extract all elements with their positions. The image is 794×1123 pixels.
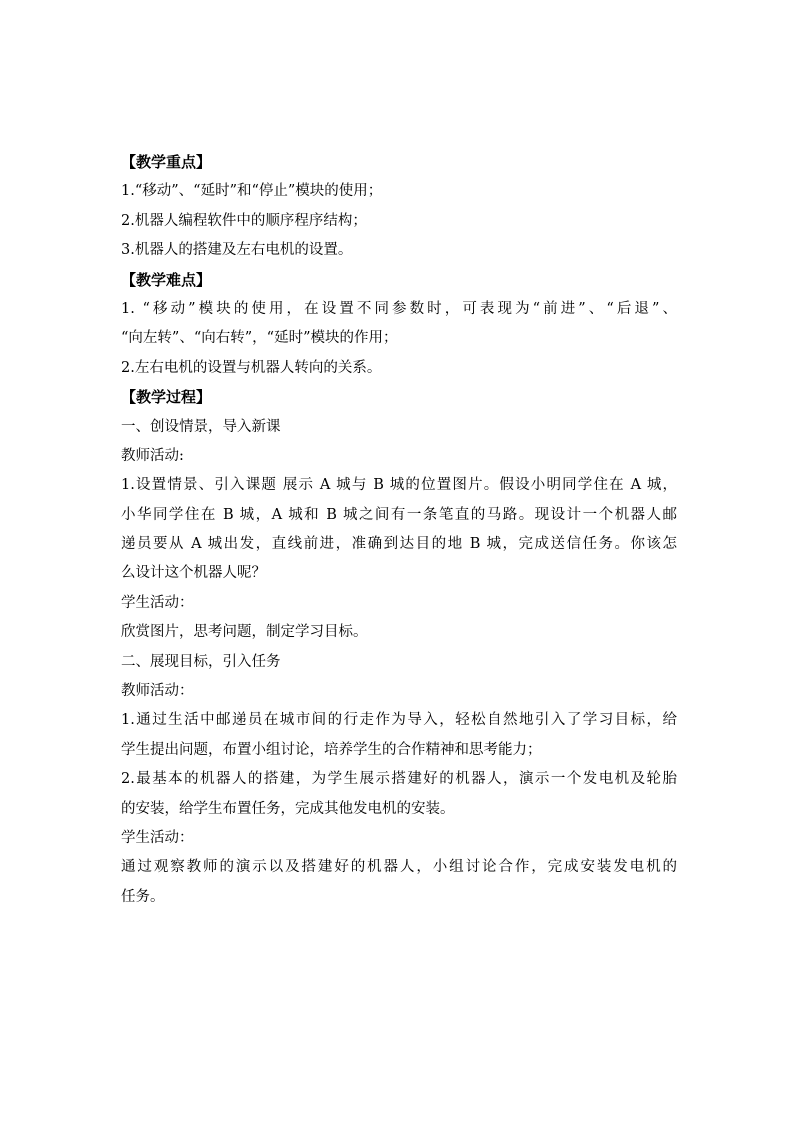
text-line: “向左转”、“向右转”，“延时”模块的作用； — [121, 330, 398, 347]
text-line: 1.通过生活中邮递员在城市间的行走作为导入，轻松自然地引入了学习目标，给 — [121, 712, 677, 729]
text-line: 1. “移动”模块的使用，在设置不同参数时，可表现为“前进”、“后退”、 — [121, 300, 677, 317]
text-line: 3.机器人的搭建及左右电机的设置。 — [121, 242, 353, 259]
text-line: 递员要从 A 城出发，直线前进，准确到达目的地 B 城，完成送信任务。你该怎 — [121, 536, 677, 553]
text-line: 通过观察教师的演示以及搭建好的机器人，小组讨论合作，完成安装发电机的 — [121, 859, 677, 876]
text-line: 2.机器人编程软件中的顺序程序结构； — [121, 212, 367, 229]
text-line: 1.“移动”、“延时”和“停止”模块的使用； — [121, 183, 383, 200]
text-line: 学生活动： — [121, 829, 194, 846]
text-line: 2.左右电机的设置与机器人转向的关系。 — [121, 359, 382, 376]
text-line: 欣赏图片，思考问题，制定学习目标。 — [121, 624, 368, 641]
section-heading: 【教学过程】 — [121, 388, 212, 407]
text-line: 学生活动： — [121, 594, 194, 611]
text-line: 任务。 — [121, 888, 165, 905]
document-body — [121, 148, 677, 912]
text-line: 的安装，给学生布置任务，完成其他发电机的安装。 — [121, 800, 455, 817]
text-line: 小华同学住在 B 城，A 城和 B 城之间有一条笔直的马路。现设计一个机器人邮 — [121, 506, 677, 523]
text-line: 1.设置情景、引入课题 展示 A 城与 B 城的位置图片。假设小明同学住在 A 城， — [121, 477, 677, 494]
text-line: 二、展现目标，引入任务 — [121, 653, 281, 670]
text-line: 2.最基本的机器人的搭建，为学生展示搭建好的机器人，演示一个发电机及轮胎 — [121, 771, 677, 788]
text-line: 么设计这个机器人呢？ — [121, 565, 266, 582]
text-line: 学生提出问题，布置小组讨论，培养学生的合作精神和思考能力； — [121, 741, 542, 758]
section-heading: 【教学重点】 — [121, 153, 212, 171]
text-line: 一、创设情景，导入新课 — [121, 418, 281, 435]
section-heading: 【教学难点】 — [121, 270, 212, 289]
text-line: 教师活动: — [121, 447, 184, 464]
text-line: 教师活动： — [121, 683, 194, 700]
